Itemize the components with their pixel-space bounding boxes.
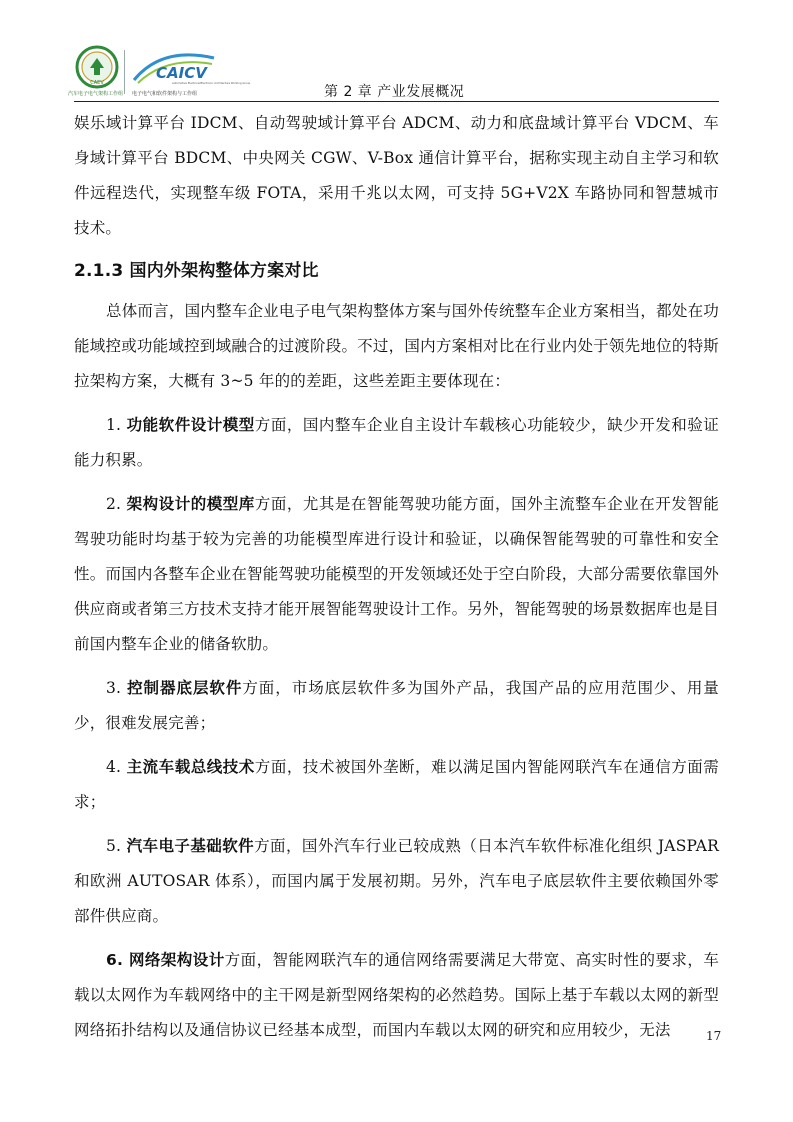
item-number: 6.: [106, 951, 129, 969]
list-item: [74, 829, 719, 934]
item-number: 3.: [106, 679, 128, 697]
caev-logo: [68, 44, 124, 97]
item-text: 方面，国外汽车行业已较成熟（日本汽车软件标准化组织 JASPAR 和欧洲 AUTOSAR 体系），而国内属于发展初期。另外，汽车电子底层软件主要依赖国外零部件供应商。: [74, 837, 719, 925]
body-content: [74, 106, 722, 1048]
item-text: 方面，市场底层软件多为国外产品，我国产品的应用范围少、用量少，很难发展完善；: [74, 679, 719, 732]
item-text: 方面，尤其是在智能驾驶功能方面，国外主流整车企业在开发智能驾驶功能时均基于较为完善的功能模型库进行设计和验证，以确保智能驾驶的可靠性和安全性。而国内各整车企业在智能驾驶功能模型的开发领域还处于空白阶段，大部分需要依靠国外供应商或者第三方技术支持才能开展智能驾驶设计工作。另外，智能驾驶的场景数据库也是目前国内整车企业的储备软肋。: [74, 495, 719, 653]
item-keyword: 汽车电子基础软件: [126, 837, 255, 855]
item-number: 2.: [106, 495, 127, 513]
page-header: [68, 44, 719, 102]
page-number: 17: [706, 1029, 722, 1043]
intro-paragraph: 娱乐域计算平台 IDCM、自动驾驶域计算平台 ADCM、动力和底盘域计算平台 VDCM、车身域计算平台 BDCM、中央网关 CGW、V-Box 通信计算平台，据称实现主动自主学习和软件远程迭代，实现整车级 FOTA，采用千兆以太网，可支持 5G+V2X 车路协同和智慧城市技术。: [74, 114, 719, 237]
logo-divider: [124, 50, 125, 94]
list-item: [74, 943, 722, 1048]
svg-text:CAEV: CAEV: [90, 80, 104, 86]
item-text: 方面，智能网联汽车的通信网络需要满足大带宽、高实时性的要求，车载以太网作为车载网络中的主干网是新型网络架构的必然趋势。国际上基于车载以太网的新型网络拓扑结构以及通信协议已经基本成型，而国内车载以太网的研究和应用较少，无法: [74, 951, 720, 1039]
caicv-logo: [132, 50, 251, 97]
left-logo-caption: 汽车电子电气架构工作组: [68, 91, 124, 97]
caicv-logo-subtitle: Automotive Electrical/Electronic Architecture Working Group: [172, 82, 251, 85]
chapter-title: 第 2 章 产业发展概况: [324, 84, 465, 100]
section-heading: 2.1.3 国内外架构整体方案对比: [74, 261, 319, 281]
item-number: 5.: [106, 837, 127, 855]
list-item: [74, 750, 719, 820]
list-item: [74, 487, 719, 662]
caicv-logo-text: CAICV: [156, 64, 207, 82]
item-text: 方面，国内整车企业自主设计车载核心功能较少，缺少开发和验证能力积累。: [74, 416, 719, 469]
right-logo-caption: 电子电气和软件架构与工作组: [132, 91, 198, 97]
item-keyword: 架构设计的模型库: [126, 495, 255, 513]
item-number: 4.: [106, 758, 127, 776]
item-keyword: 主流车载总线技术: [126, 758, 255, 776]
item-keyword: 控制器底层软件: [127, 679, 243, 697]
section-paragraph: 总体而言，国内整车企业电子电气架构整体方案与国外传统整车企业方案相当，都处在功能域控或功能域控到域融合的过渡阶段。不过，国内方案相对比在行业内处于领先地位的特斯拉架构方案，大概有 3~5 年的的差距，这些差距主要体现在：: [74, 302, 719, 390]
item-keyword: 功能软件设计模型: [126, 416, 255, 434]
list-item: [74, 408, 719, 478]
item-keyword: 网络架构设计: [128, 951, 225, 969]
header-rule: [74, 101, 719, 102]
item-text: 方面，技术被国外垄断，难以满足国内智能网联汽车在通信方面需求；: [74, 758, 719, 811]
list-item: [74, 671, 719, 741]
item-number: 1.: [106, 416, 127, 434]
